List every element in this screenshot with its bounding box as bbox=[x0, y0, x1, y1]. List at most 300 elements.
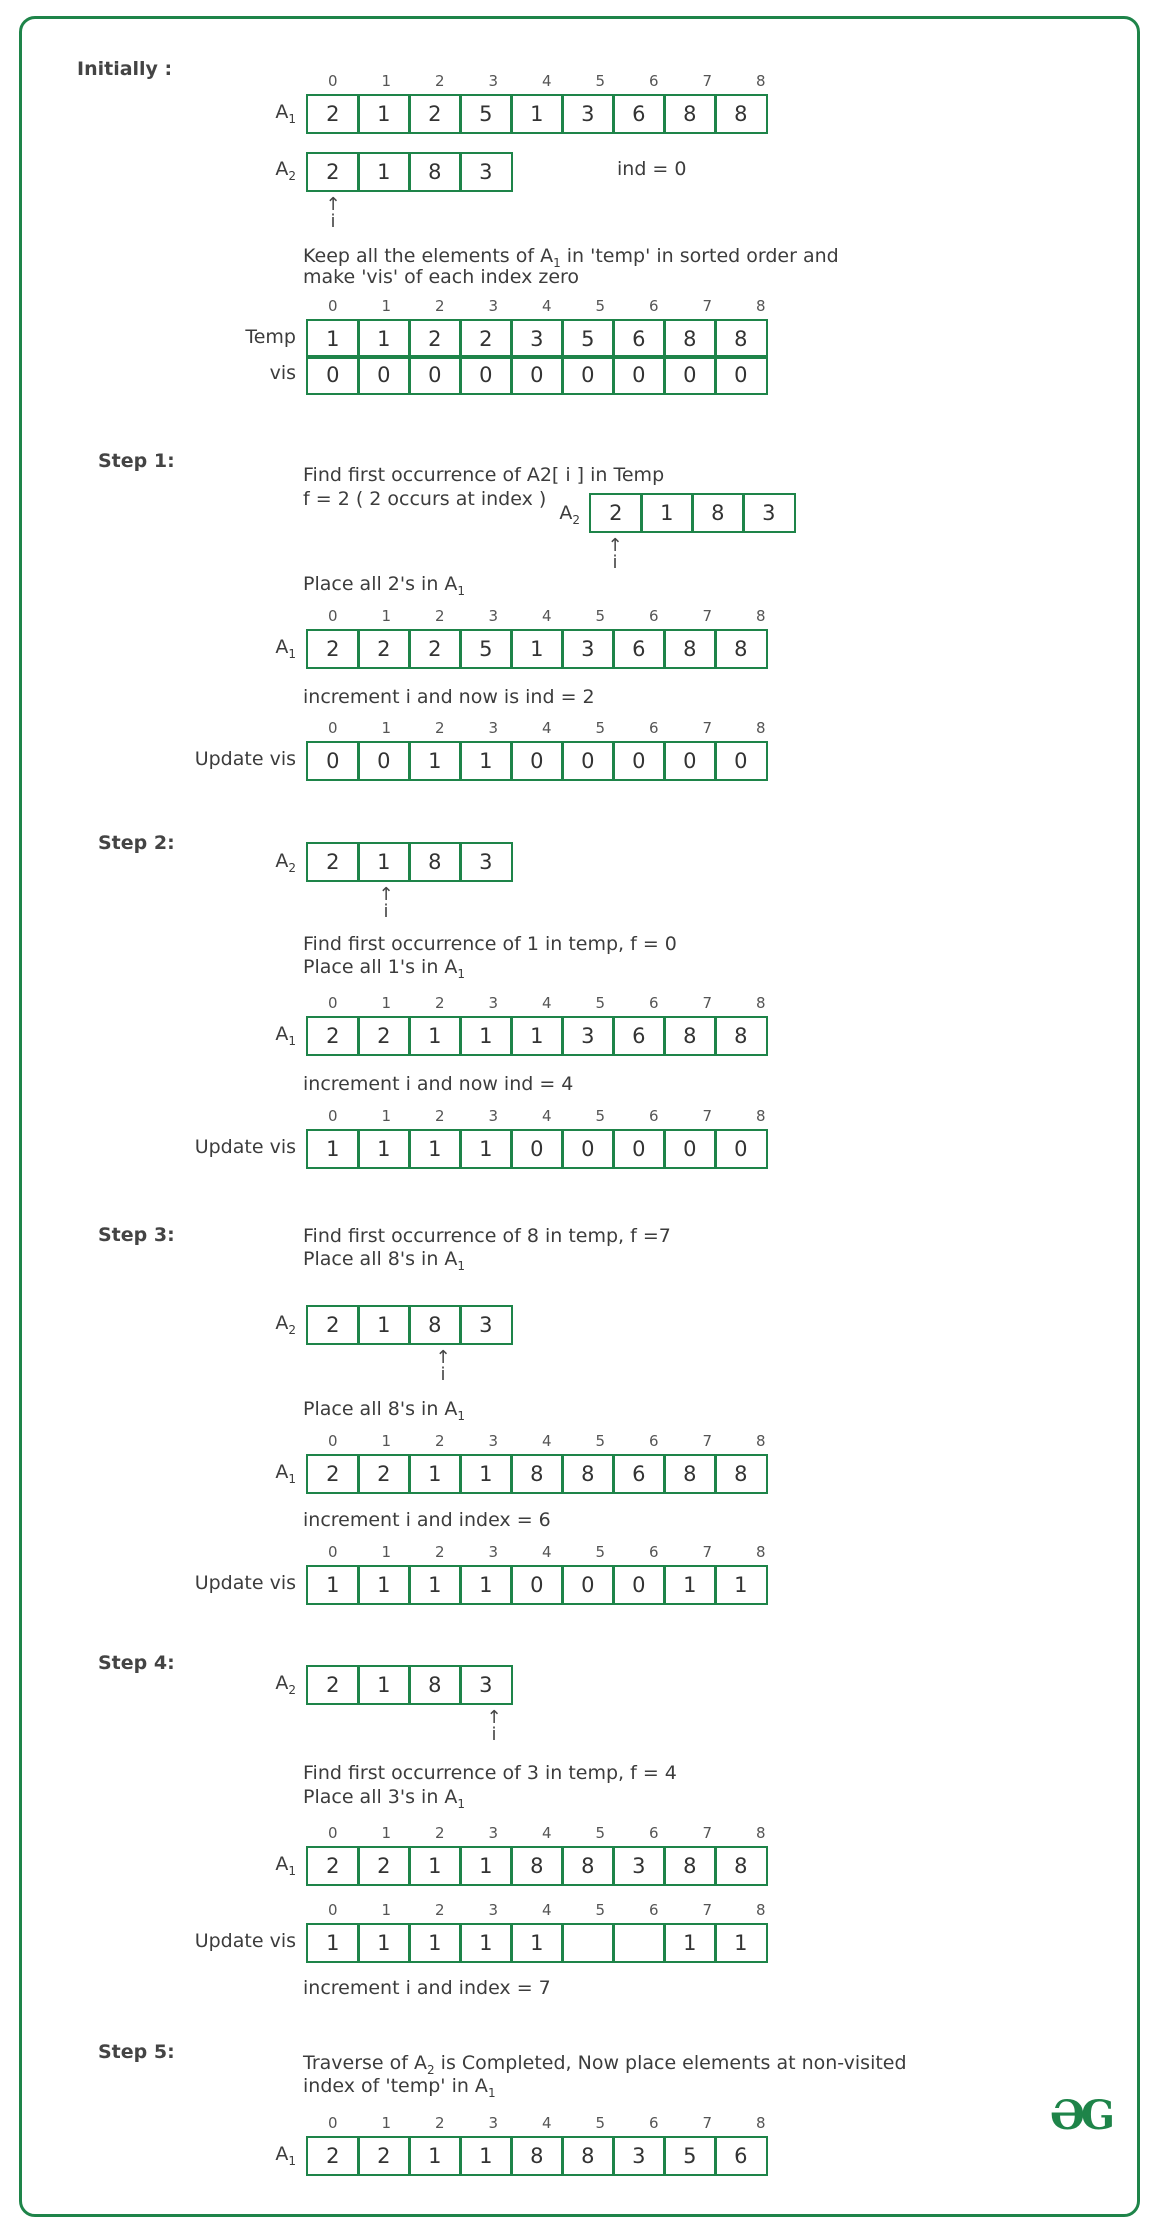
array-a2-initial bbox=[306, 152, 513, 192]
pointer-arrow-icon: ↑ bbox=[486, 1707, 502, 1728]
array-cell: 8 bbox=[691, 493, 745, 533]
a2-label: $A_2$ bbox=[275, 1312, 296, 1337]
index-row bbox=[306, 2114, 788, 2132]
array-cell: 8 bbox=[714, 94, 768, 134]
heading-step3: Step 3: bbox=[98, 1224, 175, 1246]
array-cell: 8 bbox=[714, 1016, 768, 1056]
index-row bbox=[306, 1824, 788, 1842]
pointer-arrow-icon: ↑ bbox=[607, 535, 623, 556]
array-cell: 1 bbox=[459, 741, 513, 781]
array-cell: 5 bbox=[459, 629, 513, 669]
array-a1-step1 bbox=[306, 629, 768, 669]
step2-line1: Find first occurrence of 1 in temp, f = 0 bbox=[303, 933, 677, 955]
array-cell: 6 bbox=[612, 629, 666, 669]
array-cell: 1 bbox=[357, 1305, 411, 1345]
index-label: 8 bbox=[755, 1824, 766, 1842]
array-cell: 3 bbox=[561, 94, 615, 134]
index-label: 5 bbox=[595, 2114, 606, 2132]
index-label: 1 bbox=[381, 994, 392, 1012]
update-vis-label: Update vis bbox=[194, 1572, 296, 1594]
array-cell: 1 bbox=[459, 2136, 513, 2176]
array-cell: 8 bbox=[663, 1016, 717, 1056]
index-label: 3 bbox=[488, 607, 499, 625]
array-cell: 2 bbox=[306, 1665, 360, 1705]
array-cell: 0 bbox=[408, 355, 462, 395]
index-row bbox=[306, 72, 788, 90]
a2-label: $A_2$ bbox=[559, 502, 580, 527]
array-cell: 0 bbox=[714, 1129, 768, 1169]
array-cell: 2 bbox=[408, 319, 462, 359]
array-cell: 1 bbox=[357, 94, 411, 134]
array-cell: 1 bbox=[663, 1923, 717, 1963]
array-a1-step2 bbox=[306, 1016, 768, 1056]
index-label: 4 bbox=[541, 719, 552, 737]
array-temp bbox=[306, 319, 768, 359]
index-label: 2 bbox=[434, 1901, 445, 1919]
index-label: 6 bbox=[648, 1107, 659, 1125]
step4-line1: Find first occurrence of 3 in temp, f = 4 bbox=[303, 1762, 677, 1784]
index-label: 4 bbox=[541, 994, 552, 1012]
array-cell: 8 bbox=[408, 1665, 462, 1705]
array-cell: 1 bbox=[306, 1129, 360, 1169]
array-cell: 0 bbox=[306, 741, 360, 781]
pointer-arrow-icon: ↑ bbox=[435, 1347, 451, 1368]
index-label: 6 bbox=[648, 1901, 659, 1919]
array-cell: 1 bbox=[714, 1923, 768, 1963]
pointer-label: i bbox=[612, 552, 618, 573]
index-row bbox=[306, 1543, 788, 1561]
array-cell: 8 bbox=[561, 2136, 615, 2176]
array-cell: 0 bbox=[357, 355, 411, 395]
index-label: 0 bbox=[327, 297, 338, 315]
index-label: 0 bbox=[327, 607, 338, 625]
index-row bbox=[306, 1432, 788, 1450]
array-a1-final bbox=[306, 2136, 768, 2176]
array-cell: 8 bbox=[561, 1454, 615, 1494]
index-label: 0 bbox=[327, 72, 338, 90]
array-cell: 2 bbox=[357, 2136, 411, 2176]
array-cell: 1 bbox=[459, 1016, 513, 1056]
array-vis-step1 bbox=[306, 741, 768, 781]
array-cell: 0 bbox=[357, 741, 411, 781]
array-cell: 0 bbox=[714, 741, 768, 781]
index-label: 5 bbox=[595, 994, 606, 1012]
array-cell: 0 bbox=[612, 1129, 666, 1169]
array-cell: 5 bbox=[459, 94, 513, 134]
array-cell: 6 bbox=[714, 2136, 768, 2176]
pointer-label: i bbox=[491, 1724, 497, 1745]
array-cell: 3 bbox=[459, 152, 513, 192]
index-label: 1 bbox=[381, 1901, 392, 1919]
array-cell: 1 bbox=[408, 1016, 462, 1056]
index-row bbox=[306, 994, 788, 1012]
index-label: 1 bbox=[381, 297, 392, 315]
index-label: 0 bbox=[327, 1901, 338, 1919]
array-cell: 1 bbox=[510, 1016, 564, 1056]
array-cell: 1 bbox=[306, 319, 360, 359]
array-cell: 2 bbox=[357, 1016, 411, 1056]
array-a1-initial bbox=[306, 94, 768, 134]
index-label: 8 bbox=[755, 1543, 766, 1561]
index-label: 7 bbox=[702, 1824, 713, 1842]
array-cell: 8 bbox=[714, 1454, 768, 1494]
step3-line2: Place all 8's in $A_1$ bbox=[303, 1248, 466, 1273]
array-cell: 0 bbox=[510, 1129, 564, 1169]
update-vis-label: Update vis bbox=[194, 748, 296, 770]
array-cell: 6 bbox=[612, 319, 666, 359]
a1-label: $A_1$ bbox=[275, 1853, 296, 1878]
index-label: 0 bbox=[327, 719, 338, 737]
step3-place-text: Place all 8's in $A_1$ bbox=[303, 1398, 466, 1423]
pointer-arrow-icon: ↑ bbox=[325, 194, 341, 215]
index-label: 2 bbox=[434, 719, 445, 737]
index-label: 2 bbox=[434, 72, 445, 90]
index-label: 4 bbox=[541, 297, 552, 315]
index-label: 8 bbox=[755, 297, 766, 315]
index-label: 4 bbox=[541, 1901, 552, 1919]
array-cell: 2 bbox=[408, 629, 462, 669]
array-cell: 1 bbox=[459, 1454, 513, 1494]
array-cell: 3 bbox=[510, 319, 564, 359]
heading-initially: Initially : bbox=[77, 58, 173, 80]
array-cell: 2 bbox=[589, 493, 643, 533]
array-cell: 8 bbox=[663, 94, 717, 134]
a2-label: $A_2$ bbox=[275, 158, 296, 183]
index-label: 1 bbox=[381, 2114, 392, 2132]
index-label: 3 bbox=[488, 994, 499, 1012]
array-cell: 0 bbox=[663, 355, 717, 395]
index-label: 2 bbox=[434, 2114, 445, 2132]
index-label: 4 bbox=[541, 2114, 552, 2132]
initial-note-line1: Keep all the elements of $A_1$ in 'temp' in sorted order and bbox=[303, 245, 839, 270]
array-cell: 2 bbox=[357, 1846, 411, 1886]
heading-step4: Step 4: bbox=[98, 1652, 175, 1674]
index-label: 3 bbox=[488, 1107, 499, 1125]
index-label: 5 bbox=[595, 297, 606, 315]
index-label: 0 bbox=[327, 1107, 338, 1125]
index-label: 4 bbox=[541, 607, 552, 625]
index-label: 6 bbox=[648, 297, 659, 315]
index-label: 3 bbox=[488, 72, 499, 90]
array-cell: 0 bbox=[561, 1129, 615, 1169]
array-cell: 2 bbox=[306, 94, 360, 134]
pointer-label: i bbox=[440, 1364, 446, 1385]
index-label: 3 bbox=[488, 1901, 499, 1919]
array-cell bbox=[612, 1923, 666, 1963]
array-cell: 2 bbox=[306, 152, 360, 192]
array-cell: 3 bbox=[612, 2136, 666, 2176]
array-cell: 0 bbox=[561, 355, 615, 395]
array-cell: 1 bbox=[408, 1923, 462, 1963]
step3-line1: Find first occurrence of 8 in temp, f =7 bbox=[303, 1225, 671, 1247]
array-vis-step2 bbox=[306, 1129, 768, 1169]
array-cell: 1 bbox=[408, 1129, 462, 1169]
index-label: 1 bbox=[381, 719, 392, 737]
index-label: 3 bbox=[488, 2114, 499, 2132]
array-cell: 8 bbox=[714, 1846, 768, 1886]
array-cell: 3 bbox=[742, 493, 796, 533]
array-vis-step3 bbox=[306, 1565, 768, 1605]
update-vis-label: Update vis bbox=[194, 1136, 296, 1158]
array-cell: 0 bbox=[663, 1129, 717, 1169]
array-cell: 8 bbox=[663, 1846, 717, 1886]
step2-increment-text: increment i and now ind = 4 bbox=[303, 1073, 574, 1095]
array-cell bbox=[561, 1923, 615, 1963]
array-cell: 8 bbox=[510, 1454, 564, 1494]
index-label: 1 bbox=[381, 1824, 392, 1842]
array-cell: 8 bbox=[663, 629, 717, 669]
index-label: 1 bbox=[381, 1543, 392, 1561]
step1-line2: f = 2 ( 2 occurs at index ) bbox=[303, 488, 547, 510]
pointer-i-step3 bbox=[433, 1349, 453, 1383]
index-label: 2 bbox=[434, 1432, 445, 1450]
array-cell: 1 bbox=[408, 2136, 462, 2176]
array-cell: 1 bbox=[357, 1665, 411, 1705]
array-a2-step3 bbox=[306, 1305, 513, 1345]
index-label: 0 bbox=[327, 1824, 338, 1842]
index-label: 3 bbox=[488, 297, 499, 315]
index-label: 5 bbox=[595, 1432, 606, 1450]
array-cell: 1 bbox=[459, 1846, 513, 1886]
array-cell: 8 bbox=[510, 2136, 564, 2176]
index-label: 6 bbox=[648, 1543, 659, 1561]
array-cell: 0 bbox=[663, 741, 717, 781]
index-label: 6 bbox=[648, 2114, 659, 2132]
array-cell: 1 bbox=[357, 1129, 411, 1169]
array-cell: 8 bbox=[663, 319, 717, 359]
array-cell: 3 bbox=[561, 629, 615, 669]
array-cell: 0 bbox=[561, 741, 615, 781]
index-label: 7 bbox=[702, 297, 713, 315]
index-label: 3 bbox=[488, 719, 499, 737]
index-label: 2 bbox=[434, 1107, 445, 1125]
initial-note-line2: make 'vis' of each index zero bbox=[303, 266, 580, 288]
update-vis-label: Update vis bbox=[194, 1930, 296, 1952]
index-label: 6 bbox=[648, 994, 659, 1012]
pointer-i-initial bbox=[323, 196, 343, 230]
heading-step1: Step 1: bbox=[98, 450, 175, 472]
array-cell: 8 bbox=[510, 1846, 564, 1886]
index-row bbox=[306, 719, 788, 737]
array-cell: 1 bbox=[408, 741, 462, 781]
index-row bbox=[306, 297, 788, 315]
array-cell: 3 bbox=[459, 1665, 513, 1705]
array-cell: 3 bbox=[459, 1305, 513, 1345]
array-cell: 0 bbox=[510, 1565, 564, 1605]
a1-label: $A_1$ bbox=[275, 2143, 296, 2168]
array-cell: 1 bbox=[714, 1565, 768, 1605]
array-cell: 1 bbox=[408, 1565, 462, 1605]
index-label: 1 bbox=[381, 607, 392, 625]
index-label: 6 bbox=[648, 72, 659, 90]
index-label: 0 bbox=[327, 1432, 338, 1450]
step5-line1: Traverse of $A_2$ is Completed, Now place elements at non-visited bbox=[303, 2052, 907, 2077]
step4-line2: Place all 3's in $A_1$ bbox=[303, 1786, 466, 1811]
array-cell: 6 bbox=[612, 1016, 666, 1056]
index-label: 8 bbox=[755, 72, 766, 90]
array-cell: 2 bbox=[306, 1016, 360, 1056]
index-label: 4 bbox=[541, 72, 552, 90]
array-cell: 3 bbox=[612, 1846, 666, 1886]
a1-label: $A_1$ bbox=[275, 101, 296, 126]
index-label: 6 bbox=[648, 719, 659, 737]
array-cell: 2 bbox=[306, 1454, 360, 1494]
array-cell: 1 bbox=[357, 842, 411, 882]
array-cell: 2 bbox=[408, 94, 462, 134]
array-cell: 8 bbox=[714, 319, 768, 359]
index-label: 7 bbox=[702, 1432, 713, 1450]
heading-step2: Step 2: bbox=[98, 832, 175, 854]
index-label: 8 bbox=[755, 719, 766, 737]
index-row bbox=[306, 1107, 788, 1125]
step1-increment-text: increment i and now is ind = 2 bbox=[303, 686, 595, 708]
index-label: 6 bbox=[648, 607, 659, 625]
index-label: 3 bbox=[488, 1543, 499, 1561]
array-cell: 8 bbox=[408, 842, 462, 882]
index-label: 3 bbox=[488, 1824, 499, 1842]
a1-label: $A_1$ bbox=[275, 636, 296, 661]
array-cell: 0 bbox=[612, 1565, 666, 1605]
index-label: 3 bbox=[488, 1432, 499, 1450]
index-row bbox=[306, 1901, 788, 1919]
index-label: 7 bbox=[702, 607, 713, 625]
index-row bbox=[306, 607, 788, 625]
a1-label: $A_1$ bbox=[275, 1461, 296, 1486]
index-label: 7 bbox=[702, 2114, 713, 2132]
index-label: 5 bbox=[595, 719, 606, 737]
index-label: 7 bbox=[702, 1901, 713, 1919]
array-cell: 1 bbox=[640, 493, 694, 533]
a2-label: $A_2$ bbox=[275, 850, 296, 875]
pointer-i-step1 bbox=[605, 537, 625, 571]
array-cell: 6 bbox=[612, 1454, 666, 1494]
array-cell: 0 bbox=[561, 1565, 615, 1605]
array-cell: 1 bbox=[510, 1923, 564, 1963]
array-a2-step1 bbox=[589, 493, 796, 533]
index-label: 7 bbox=[702, 1107, 713, 1125]
index-label: 4 bbox=[541, 1432, 552, 1450]
array-cell: 2 bbox=[306, 842, 360, 882]
gfg-logo: ƏG bbox=[1050, 2092, 1112, 2139]
array-cell: 8 bbox=[408, 152, 462, 192]
array-a1-step3 bbox=[306, 1454, 768, 1494]
index-label: 7 bbox=[702, 72, 713, 90]
pointer-label: i bbox=[330, 211, 336, 232]
index-label: 5 bbox=[595, 1824, 606, 1842]
array-vis-initial bbox=[306, 355, 768, 395]
array-cell: 0 bbox=[510, 355, 564, 395]
temp-label: Temp bbox=[245, 326, 296, 348]
index-label: 1 bbox=[381, 1107, 392, 1125]
index-label: 8 bbox=[755, 1432, 766, 1450]
index-label: 2 bbox=[434, 607, 445, 625]
step1-line1: Find first occurrence of A2[ i ] in Temp bbox=[303, 464, 665, 486]
index-label: 2 bbox=[434, 1543, 445, 1561]
array-cell: 1 bbox=[306, 1923, 360, 1963]
array-cell: 1 bbox=[408, 1846, 462, 1886]
ind-text: ind = 0 bbox=[617, 158, 687, 180]
index-label: 7 bbox=[702, 719, 713, 737]
array-cell: 3 bbox=[459, 842, 513, 882]
a2-label: $A_2$ bbox=[275, 1672, 296, 1697]
array-a1-step4 bbox=[306, 1846, 768, 1886]
index-label: 5 bbox=[595, 1543, 606, 1561]
index-label: 8 bbox=[755, 994, 766, 1012]
index-label: 4 bbox=[541, 1824, 552, 1842]
index-label: 4 bbox=[541, 1543, 552, 1561]
index-label: 5 bbox=[595, 72, 606, 90]
array-cell: 2 bbox=[459, 319, 513, 359]
array-cell: 1 bbox=[357, 319, 411, 359]
array-cell: 8 bbox=[561, 1846, 615, 1886]
index-label: 1 bbox=[381, 72, 392, 90]
step4-increment-text: increment i and index = 7 bbox=[303, 1977, 551, 1999]
array-cell: 6 bbox=[612, 94, 666, 134]
index-label: 6 bbox=[648, 1824, 659, 1842]
index-label: 0 bbox=[327, 1543, 338, 1561]
array-cell: 0 bbox=[306, 355, 360, 395]
index-label: 5 bbox=[595, 1107, 606, 1125]
array-cell: 1 bbox=[459, 1923, 513, 1963]
index-label: 8 bbox=[755, 607, 766, 625]
array-cell: 2 bbox=[306, 1305, 360, 1345]
array-cell: 1 bbox=[306, 1565, 360, 1605]
array-vis-step4 bbox=[306, 1923, 768, 1963]
array-cell: 1 bbox=[459, 1129, 513, 1169]
index-label: 0 bbox=[327, 994, 338, 1012]
array-cell: 2 bbox=[306, 2136, 360, 2176]
index-label: 7 bbox=[702, 1543, 713, 1561]
array-cell: 0 bbox=[714, 355, 768, 395]
index-label: 8 bbox=[755, 1107, 766, 1125]
array-cell: 2 bbox=[306, 1846, 360, 1886]
index-label: 1 bbox=[381, 1432, 392, 1450]
step5-line2: index of 'temp' in $A_1$ bbox=[303, 2075, 496, 2100]
array-cell: 0 bbox=[612, 741, 666, 781]
array-cell: 0 bbox=[612, 355, 666, 395]
pointer-label: i bbox=[383, 901, 389, 922]
array-cell: 1 bbox=[357, 152, 411, 192]
array-cell: 8 bbox=[408, 1305, 462, 1345]
array-cell: 0 bbox=[510, 741, 564, 781]
index-label: 2 bbox=[434, 994, 445, 1012]
index-label: 6 bbox=[648, 1432, 659, 1450]
array-cell: 3 bbox=[561, 1016, 615, 1056]
index-label: 8 bbox=[755, 2114, 766, 2132]
array-cell: 1 bbox=[510, 94, 564, 134]
array-cell: 5 bbox=[663, 2136, 717, 2176]
vis-label: vis bbox=[269, 362, 296, 384]
array-cell: 5 bbox=[561, 319, 615, 359]
index-label: 2 bbox=[434, 297, 445, 315]
index-label: 7 bbox=[702, 994, 713, 1012]
array-cell: 2 bbox=[306, 629, 360, 669]
step1-place-text: Place all 2's in $A_1$ bbox=[303, 573, 466, 598]
index-label: 0 bbox=[327, 2114, 338, 2132]
index-label: 5 bbox=[595, 607, 606, 625]
array-cell: 1 bbox=[510, 629, 564, 669]
array-cell: 1 bbox=[408, 1454, 462, 1494]
array-cell: 1 bbox=[663, 1565, 717, 1605]
pointer-i-step4 bbox=[484, 1709, 504, 1743]
array-cell: 1 bbox=[357, 1923, 411, 1963]
array-cell: 1 bbox=[459, 1565, 513, 1605]
array-cell: 2 bbox=[357, 1454, 411, 1494]
pointer-i-step2 bbox=[376, 886, 396, 920]
array-cell: 8 bbox=[714, 629, 768, 669]
array-a2-step4 bbox=[306, 1665, 513, 1705]
index-label: 4 bbox=[541, 1107, 552, 1125]
